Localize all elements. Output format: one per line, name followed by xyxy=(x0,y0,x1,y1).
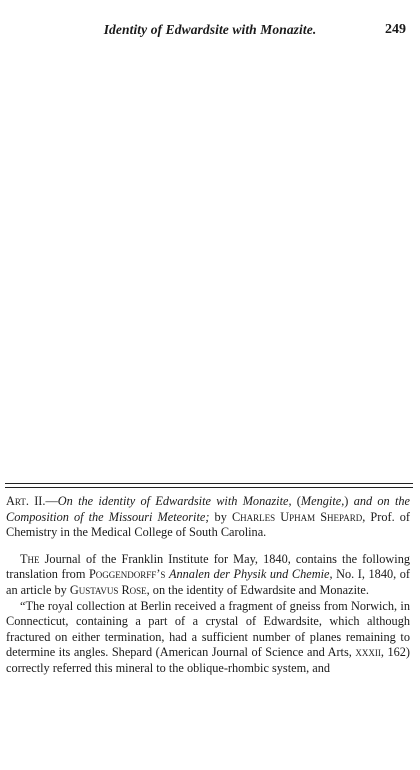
volume-numeral: xxxii xyxy=(355,645,381,660)
article-body xyxy=(6,494,410,677)
p2-text-a: “The royal collection at Berlin received a fragment of gneiss from Norwich, in Connecticut, containing a part of a crystal of Edwardsite, which although fractured on either termination, had a sufficient number of planes remaining to determine its angles. Shepard (American Journal of Science and Arts, xyxy=(6,598,410,660)
heading-dash: — xyxy=(45,494,58,508)
article-title-part1: On the identity of Edwardsite with Monazite, xyxy=(57,494,292,508)
author-affiliation: , Prof. of Chemistry in the Medical College of South Carolina. xyxy=(6,509,410,540)
p1-text-a: Journal of the Franklin Institute for May, 1840, contains the following translation from xyxy=(6,551,410,582)
double-rule-divider xyxy=(5,483,413,488)
rose-name: Gustavus Rose, xyxy=(69,582,150,597)
paren-close: ) xyxy=(344,494,354,508)
paragraph-lead-word: The xyxy=(20,551,40,566)
paragraph-gap xyxy=(6,541,410,552)
author-name: Charles Upham Shepard xyxy=(231,509,363,524)
journal-title: Annalen der Physik und Chemie, xyxy=(169,567,333,582)
page-number: 249 xyxy=(385,22,406,37)
article-number: Art. II. xyxy=(6,494,46,508)
p1-text-b: No. I, 1840, of an article by xyxy=(6,567,411,597)
p1-text-c: on the identity of Edwardsite and Monazite. xyxy=(149,582,369,597)
running-head xyxy=(0,22,420,42)
paragraph-1 xyxy=(6,552,410,599)
article-title-mengite: Mengite, xyxy=(300,494,345,508)
paren-open: ( xyxy=(291,494,301,508)
p2-text-b: , 162) correctly referred this mineral to the oblique-rhombic system, and xyxy=(6,645,410,675)
article-title-part2: and on the Composition of the Missouri Meteorite; xyxy=(6,494,411,524)
poggendorff-name: Poggendorff’s xyxy=(88,567,166,582)
running-title: Identity of Edwardsite with Monazite. xyxy=(103,22,317,37)
by-word: by xyxy=(209,509,232,524)
paragraph-2 xyxy=(6,599,410,677)
article-heading xyxy=(6,494,410,541)
